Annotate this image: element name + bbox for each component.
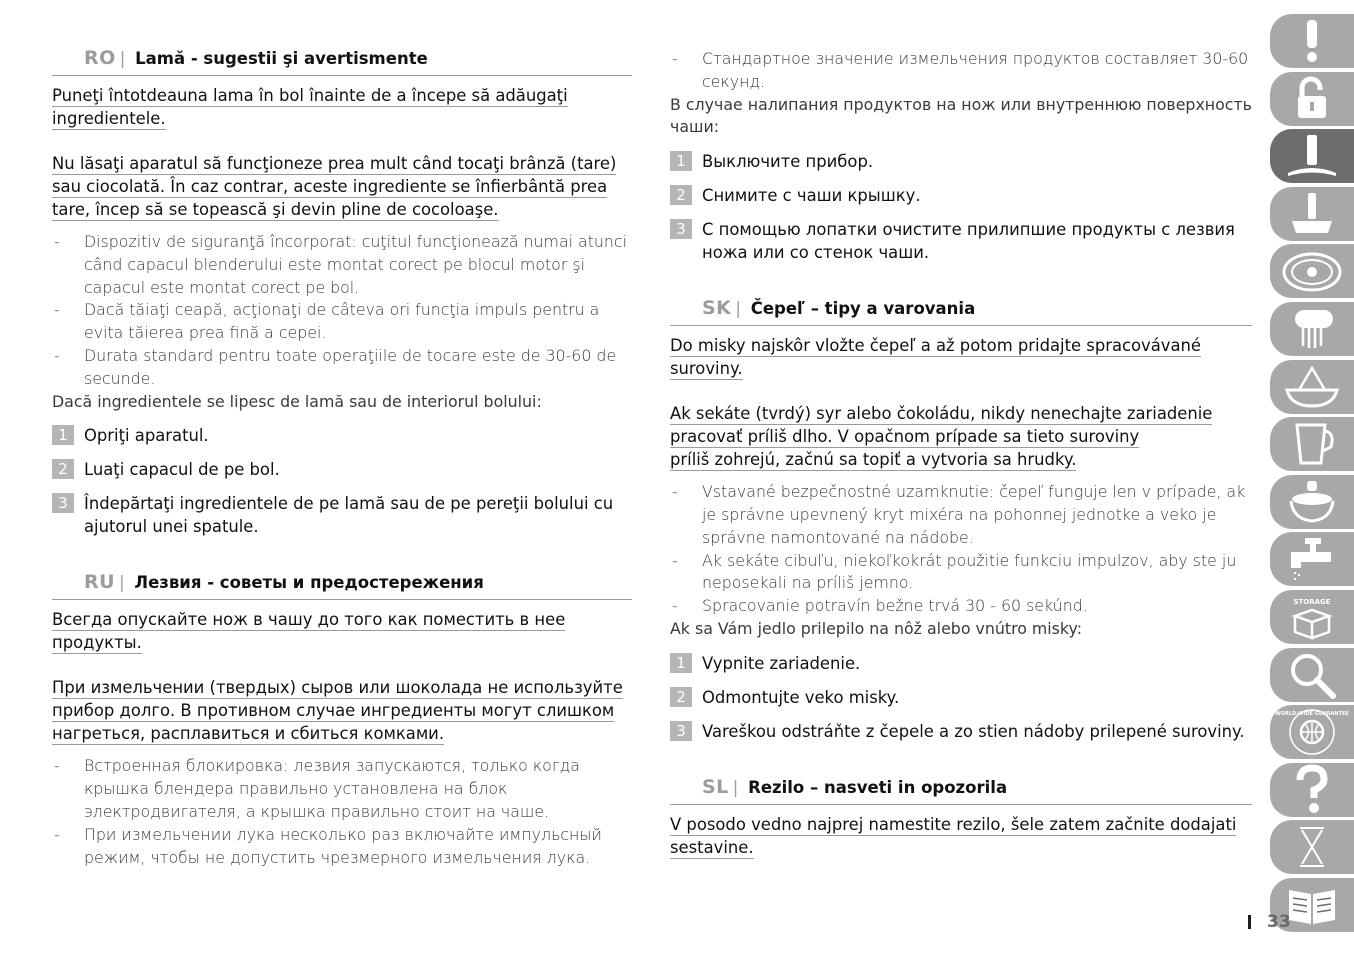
warning-line: tare, încep să se topească şi devin pline de cocoloaşe. — [52, 200, 499, 219]
tab-recycling[interactable] — [1270, 820, 1354, 874]
lock-icon — [1292, 76, 1332, 122]
step-3 — [52, 492, 632, 538]
step-number: 3 — [670, 219, 692, 239]
magnifier-icon — [1281, 652, 1343, 698]
tips-list — [670, 48, 1252, 94]
warning-1 — [52, 608, 632, 654]
tab-citrus-press[interactable] — [1270, 360, 1354, 414]
warning-line: príliš zohrejú, začnú sa topiť a vytvoria sa hrudky. — [670, 450, 1077, 470]
step-2 — [52, 458, 632, 481]
step-number: 3 — [670, 721, 692, 741]
tab-dough-blade[interactable] — [1270, 187, 1354, 241]
step-1 — [670, 652, 1252, 675]
svg-text:STORAGE: STORAGE — [1293, 597, 1331, 606]
warning-line: pracovať príliš dlho. V opačnom prípade sa tieto suroviny — [670, 427, 1140, 447]
page-footer — [1248, 912, 1291, 932]
step-3 — [670, 218, 1252, 264]
citrus-press-icon — [1281, 364, 1343, 410]
warning-line: Puneţi întotdeauna lama în bol înainte de a începe să adăugaţi — [52, 86, 568, 105]
language-code: RU — [84, 571, 116, 594]
tab-faq[interactable] — [1270, 763, 1354, 817]
tap-water-icon — [1281, 536, 1343, 582]
warning-line: Nu lăsaţi aparatul să funcţioneze prea mult când tocaţi brânză (tare) — [52, 154, 617, 173]
warning-exclamation-icon — [1297, 18, 1327, 64]
step-3 — [670, 720, 1252, 743]
warning-line: прибор долго. В противном случае ингредиенты могут слишком — [52, 701, 615, 721]
whisk-icon — [1281, 306, 1343, 352]
step-number: 2 — [52, 459, 74, 479]
step-text: С помощью лопатки очистите прилипшие продукты с лезвия ножа или со стенок чаши. — [702, 220, 1235, 263]
step-text: Vareškou odstráňte z čepele a zo stien nádoby prilepené suroviny. — [702, 721, 1245, 741]
step-number: 1 — [670, 151, 692, 171]
tab-whisk[interactable] — [1270, 302, 1354, 356]
section-title: Čepeľ – tipy a varovania — [750, 299, 976, 319]
warning-2 — [52, 676, 632, 745]
language-code: SL — [702, 775, 729, 798]
tab-blender[interactable] — [1270, 417, 1354, 471]
warning-line: sau ciocolată. În caz contrar, aceste ingrediente se înfierbântă prea — [52, 177, 608, 196]
tab-warnings[interactable] — [1270, 14, 1354, 68]
question-icon — [1292, 766, 1332, 814]
step-number: 2 — [670, 687, 692, 707]
warning-1 — [52, 84, 632, 130]
warning-line: Ak sekáte (tvrdý) syr alebo čokoládu, nikdy nenechajte zariadenie — [670, 404, 1213, 424]
step-text: Opriţi aparatul. — [84, 426, 209, 446]
tab-storage[interactable] — [1270, 590, 1354, 644]
tab-troubleshooting[interactable] — [1270, 648, 1354, 702]
list-item: - Spracovanie potravín bežne trvá 30 - 60 sekúnd. — [672, 596, 1088, 616]
warning-line: Do misky najskôr vložte čepeľ a až potom pridajte spracovávané — [670, 336, 1202, 356]
section-title: Лезвия - советы и предостережения — [134, 573, 484, 593]
warning-line: При измельчении (твердых) сыров или шоколада не используйте — [52, 678, 623, 698]
divider — [1248, 915, 1251, 929]
section-ro — [52, 44, 632, 538]
mini-chopper-icon — [1281, 479, 1343, 525]
warning-line: ingredientele. — [52, 109, 166, 128]
tab-blade[interactable] — [1270, 129, 1354, 183]
dough-blade-icon — [1282, 191, 1342, 237]
section-title: Rezilo – nasveti in opozorila — [748, 777, 1008, 797]
tips-list — [52, 231, 632, 391]
tips-list — [52, 755, 632, 869]
section-sl — [670, 773, 1252, 859]
list-item: - Встроенная блокировка: лезвия запускаются, только когда крышка блендера правильно установлена на блок электродвигателя, а крышка правильно стоит на чаше. — [54, 756, 580, 821]
step-1 — [670, 150, 1252, 173]
list-item: - Durata standard pentru toate operaţiile de tocare este de 30-60 de secunde. — [54, 345, 617, 388]
section-sk — [670, 294, 1252, 743]
storage-box-icon — [1281, 592, 1343, 642]
slicing-disc-icon — [1281, 248, 1343, 294]
page-number: 33 — [1267, 912, 1291, 932]
tab-guarantee[interactable] — [1270, 705, 1354, 759]
hourglass-icon — [1292, 824, 1332, 870]
list-item: - Dispozitiv de siguranţă încorporat: cuţitul funcţionează numai atunci când capacul blenderului este montat corect pe blocul motor şi capacul este montat corect pe bol. — [54, 232, 628, 297]
warning-1 — [670, 813, 1252, 859]
section-title: Lamă - sugestii şi avertismente — [135, 49, 428, 68]
language-code: SK — [702, 297, 732, 320]
section-sl-heading: SL | Rezilo – nasveti in opozorila — [670, 773, 1252, 805]
step-number: 1 — [670, 653, 692, 673]
warning-line: нагреться, расплавиться и сбиться комками. — [52, 724, 445, 744]
list-item: - Vstavané bezpečnostné uzamknutie: čepeľ funguje len v prípade, ak je správne upevnený kryt mixéra na pohonnej jednotke a veko je správne namontované na nádobe. — [672, 482, 1246, 547]
warning-line: продукты. — [52, 633, 142, 653]
tab-cleaning[interactable] — [1270, 532, 1354, 586]
step-number: 1 — [52, 425, 74, 445]
step-number: 3 — [52, 493, 74, 513]
warning-2 — [670, 402, 1252, 471]
list-item: - Ak sekáte cibuľu, niekoľkokrát použitie funkciu impulzov, aby ste ju neposekali na príliš jemno. — [672, 550, 1237, 593]
tab-slicing-disc[interactable] — [1270, 244, 1354, 298]
warning-line: V posodo vedno najprej namestite rezilo, šele zatem začnite dodajati — [670, 814, 1237, 834]
step-2 — [670, 686, 1252, 709]
step-text: Vypnite zariadenie. — [702, 653, 861, 673]
warning-2 — [52, 152, 632, 221]
step-text: Îndepărtaţi ingredientele de pe lamă sau de pe pereţii bolului cu ajutorul unei spatule. — [84, 494, 614, 537]
list-item: - Стандартное значение измельчения продуктов составляет 30-60 секунд. — [672, 49, 1249, 91]
step-1 — [52, 424, 632, 447]
step-text: Снимите с чаши крышку. — [702, 186, 921, 206]
language-code: RO — [84, 47, 116, 69]
section-ru — [52, 568, 632, 869]
warning-1 — [670, 334, 1252, 380]
tab-safety[interactable] — [1270, 72, 1354, 126]
section-ru-heading: RU | Лезвия - советы и предостережения — [52, 568, 632, 600]
list-item: - Dacă tăiaţi ceapă, acţionaţi de câteva ori funcţia impuls pentru a evita tăierea prea fină a cepei. — [54, 300, 600, 343]
warning-line: Всегда опускайте нож в чашу до того как поместить в нее — [52, 610, 566, 630]
step-text: Odmontujte veko misky. — [702, 687, 900, 707]
svg-text:WORLD-WIDE GUARANTEE: WORLD-WIDE GUARANTEE — [1275, 711, 1349, 718]
warning-line: sestavine. — [670, 837, 754, 857]
step-2 — [670, 184, 1252, 207]
step-text: Luaţi capacul de pe bol. — [84, 460, 280, 480]
warning-line: suroviny. — [670, 359, 743, 379]
section-sk-heading: SK | Čepeľ – tipy a varovania — [670, 294, 1252, 326]
left-column — [52, 44, 632, 891]
steps-intro: Ak sa Vám jedlo prilepilo na nôž alebo vnútro misky: — [670, 618, 1083, 638]
blade-icon — [1282, 133, 1342, 179]
world-wide-guarantee-icon — [1275, 707, 1349, 757]
step-text: Выключите прибор. — [702, 152, 874, 172]
step-number: 2 — [670, 185, 692, 205]
chapter-tab-bar — [1270, 14, 1354, 936]
tab-mini-chopper[interactable] — [1270, 475, 1354, 529]
steps-intro: В случае налипания продуктов на нож или внутреннюю поверхность чаши: — [670, 94, 1252, 137]
blender-jug-icon — [1281, 421, 1343, 467]
section-ru-continued — [670, 48, 1252, 264]
right-column — [670, 48, 1252, 881]
tips-list — [670, 481, 1252, 618]
list-item: - При измельчении лука несколько раз включайте импульсный режим, чтобы не допустить чрезмерного измельчения лука. — [54, 824, 602, 867]
steps-intro: Dacă ingredientele se lipesc de lamă sau de interiorul bolului: — [52, 391, 542, 411]
section-ro-heading: RO | Lamă - sugestii şi avertismente — [52, 44, 632, 76]
